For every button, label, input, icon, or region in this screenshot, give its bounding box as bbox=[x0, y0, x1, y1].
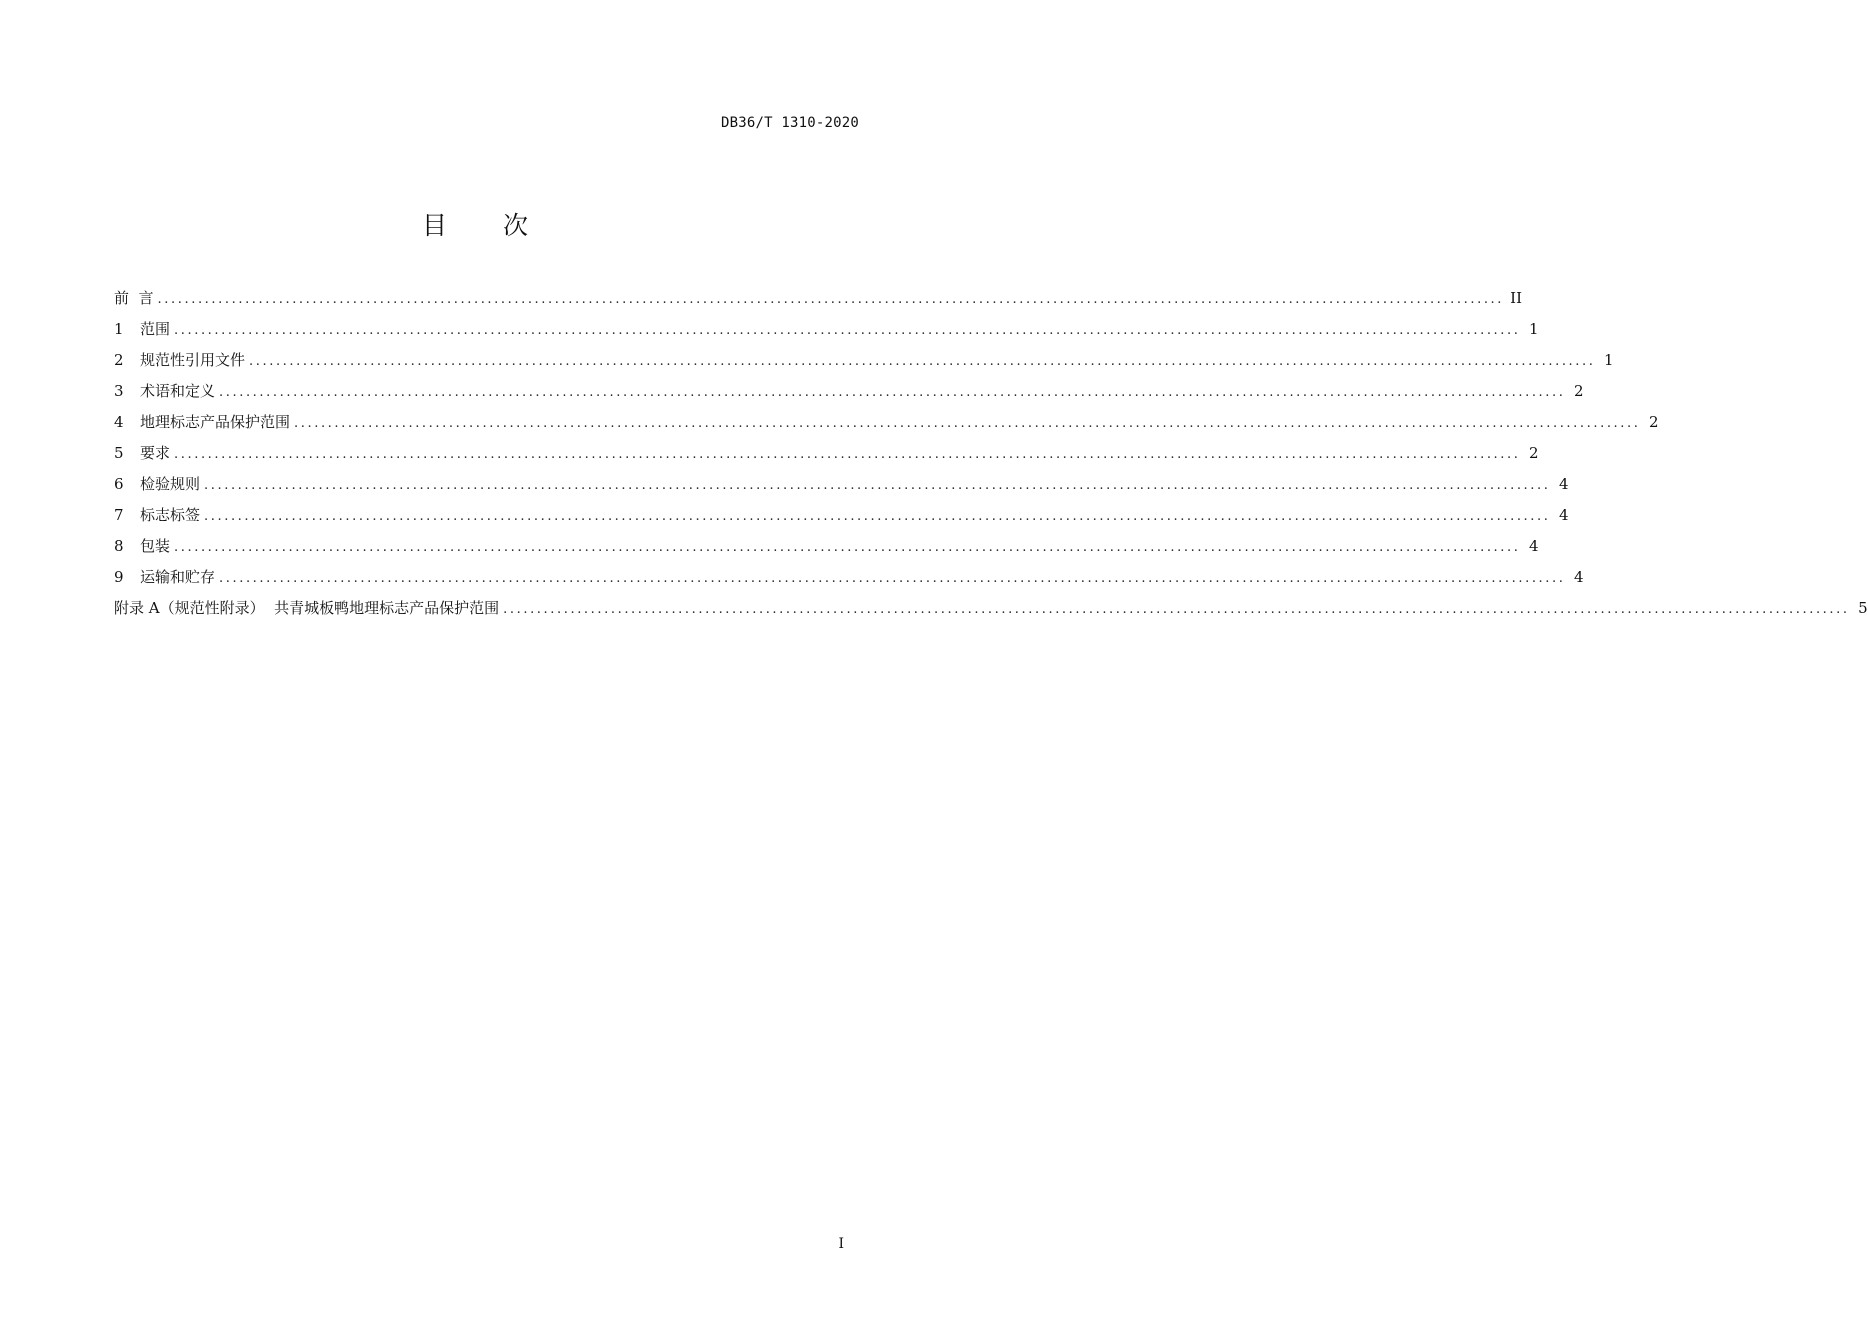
toc-leader-dots: ........................................................................................................................................................................................................ bbox=[174, 540, 1521, 555]
toc-entry[interactable] bbox=[114, 503, 1569, 534]
toc-entry-number: 7 bbox=[114, 506, 124, 524]
toc-entry-number: 3 bbox=[114, 382, 124, 400]
toc-entry[interactable] bbox=[114, 379, 1584, 410]
toc-entry-label: 术语和定义 bbox=[140, 382, 216, 400]
toc-entry-label: 地理标志产品保护范围 bbox=[140, 413, 291, 431]
toc-entry-page: 4 bbox=[1558, 475, 1569, 493]
toc-entry-label: 前 言 bbox=[114, 289, 154, 307]
toc-entry-number: 5 bbox=[114, 444, 124, 462]
toc-entry-page: 2 bbox=[1648, 413, 1659, 431]
table-of-contents bbox=[114, 286, 1868, 627]
toc-entry[interactable] bbox=[114, 317, 1539, 348]
toc-entry[interactable] bbox=[114, 410, 1659, 441]
toc-leader-dots: ........................................................................................................................................................................................................ bbox=[249, 354, 1596, 369]
toc-entry-label: 要求 bbox=[140, 444, 171, 462]
toc-entry-number: 9 bbox=[114, 568, 124, 586]
toc-leader-dots: ........................................................................................................................................................................................................ bbox=[219, 385, 1566, 400]
toc-entry-page: 4 bbox=[1573, 568, 1584, 586]
toc-entry-page: 2 bbox=[1573, 382, 1584, 400]
toc-entry-page: 1 bbox=[1528, 320, 1539, 338]
toc-leader-dots: ........................................................................................................................................................................................................ bbox=[174, 447, 1521, 462]
toc-entry-label: 附录 A（规范性附录） 共青城板鸭地理标志产品保护范围 bbox=[114, 599, 500, 617]
toc-entry-label: 规范性引用文件 bbox=[140, 351, 246, 369]
document-code: DB36/T 1310-2020 bbox=[720, 115, 859, 131]
toc-entry-number: 8 bbox=[114, 537, 124, 555]
toc-leader-dots: ........................................................................................................................................................................................................ bbox=[204, 509, 1551, 524]
toc-leader-dots: ........................................................................................................................................................................................................ bbox=[503, 602, 1850, 617]
toc-entry-label: 标志标签 bbox=[140, 506, 201, 524]
toc-entry-page: 4 bbox=[1558, 506, 1569, 524]
toc-leader-dots: ........................................................................................................................................................................................................ bbox=[294, 416, 1641, 431]
toc-entry[interactable] bbox=[114, 596, 1868, 627]
toc-entry[interactable] bbox=[114, 534, 1539, 565]
toc-entry-page: 2 bbox=[1528, 444, 1539, 462]
toc-entry-number: 2 bbox=[114, 351, 124, 369]
toc-entry-number: 1 bbox=[114, 320, 124, 338]
toc-entry-page: 5 bbox=[1858, 599, 1868, 617]
toc-entry-page: 4 bbox=[1528, 537, 1539, 555]
toc-entry-page: 1 bbox=[1603, 351, 1614, 369]
toc-entry-label: 运输和贮存 bbox=[140, 568, 216, 586]
toc-leader-dots: ........................................................................................................................................................................................................ bbox=[157, 292, 1505, 307]
toc-entry[interactable] bbox=[114, 565, 1584, 596]
page-number: I bbox=[838, 1236, 844, 1252]
toc-leader-dots: ........................................................................................................................................................................................................ bbox=[204, 478, 1551, 493]
toc-entry-label: 范围 bbox=[140, 320, 171, 338]
toc-entry-number: 4 bbox=[114, 413, 124, 431]
toc-leader-dots: ........................................................................................................................................................................................................ bbox=[219, 571, 1566, 586]
toc-entry[interactable] bbox=[114, 286, 1523, 317]
toc-entry[interactable] bbox=[114, 472, 1569, 503]
toc-entry-number: 6 bbox=[114, 475, 124, 493]
toc-entry-label: 检验规则 bbox=[140, 475, 201, 493]
toc-entry[interactable] bbox=[114, 348, 1614, 379]
toc-entry-label: 包装 bbox=[140, 537, 171, 555]
toc-leader-dots: ........................................................................................................................................................................................................ bbox=[174, 323, 1521, 338]
toc-title: 目 次 bbox=[422, 211, 552, 240]
toc-entry[interactable] bbox=[114, 441, 1539, 472]
toc-entry-page: II bbox=[1510, 289, 1523, 307]
